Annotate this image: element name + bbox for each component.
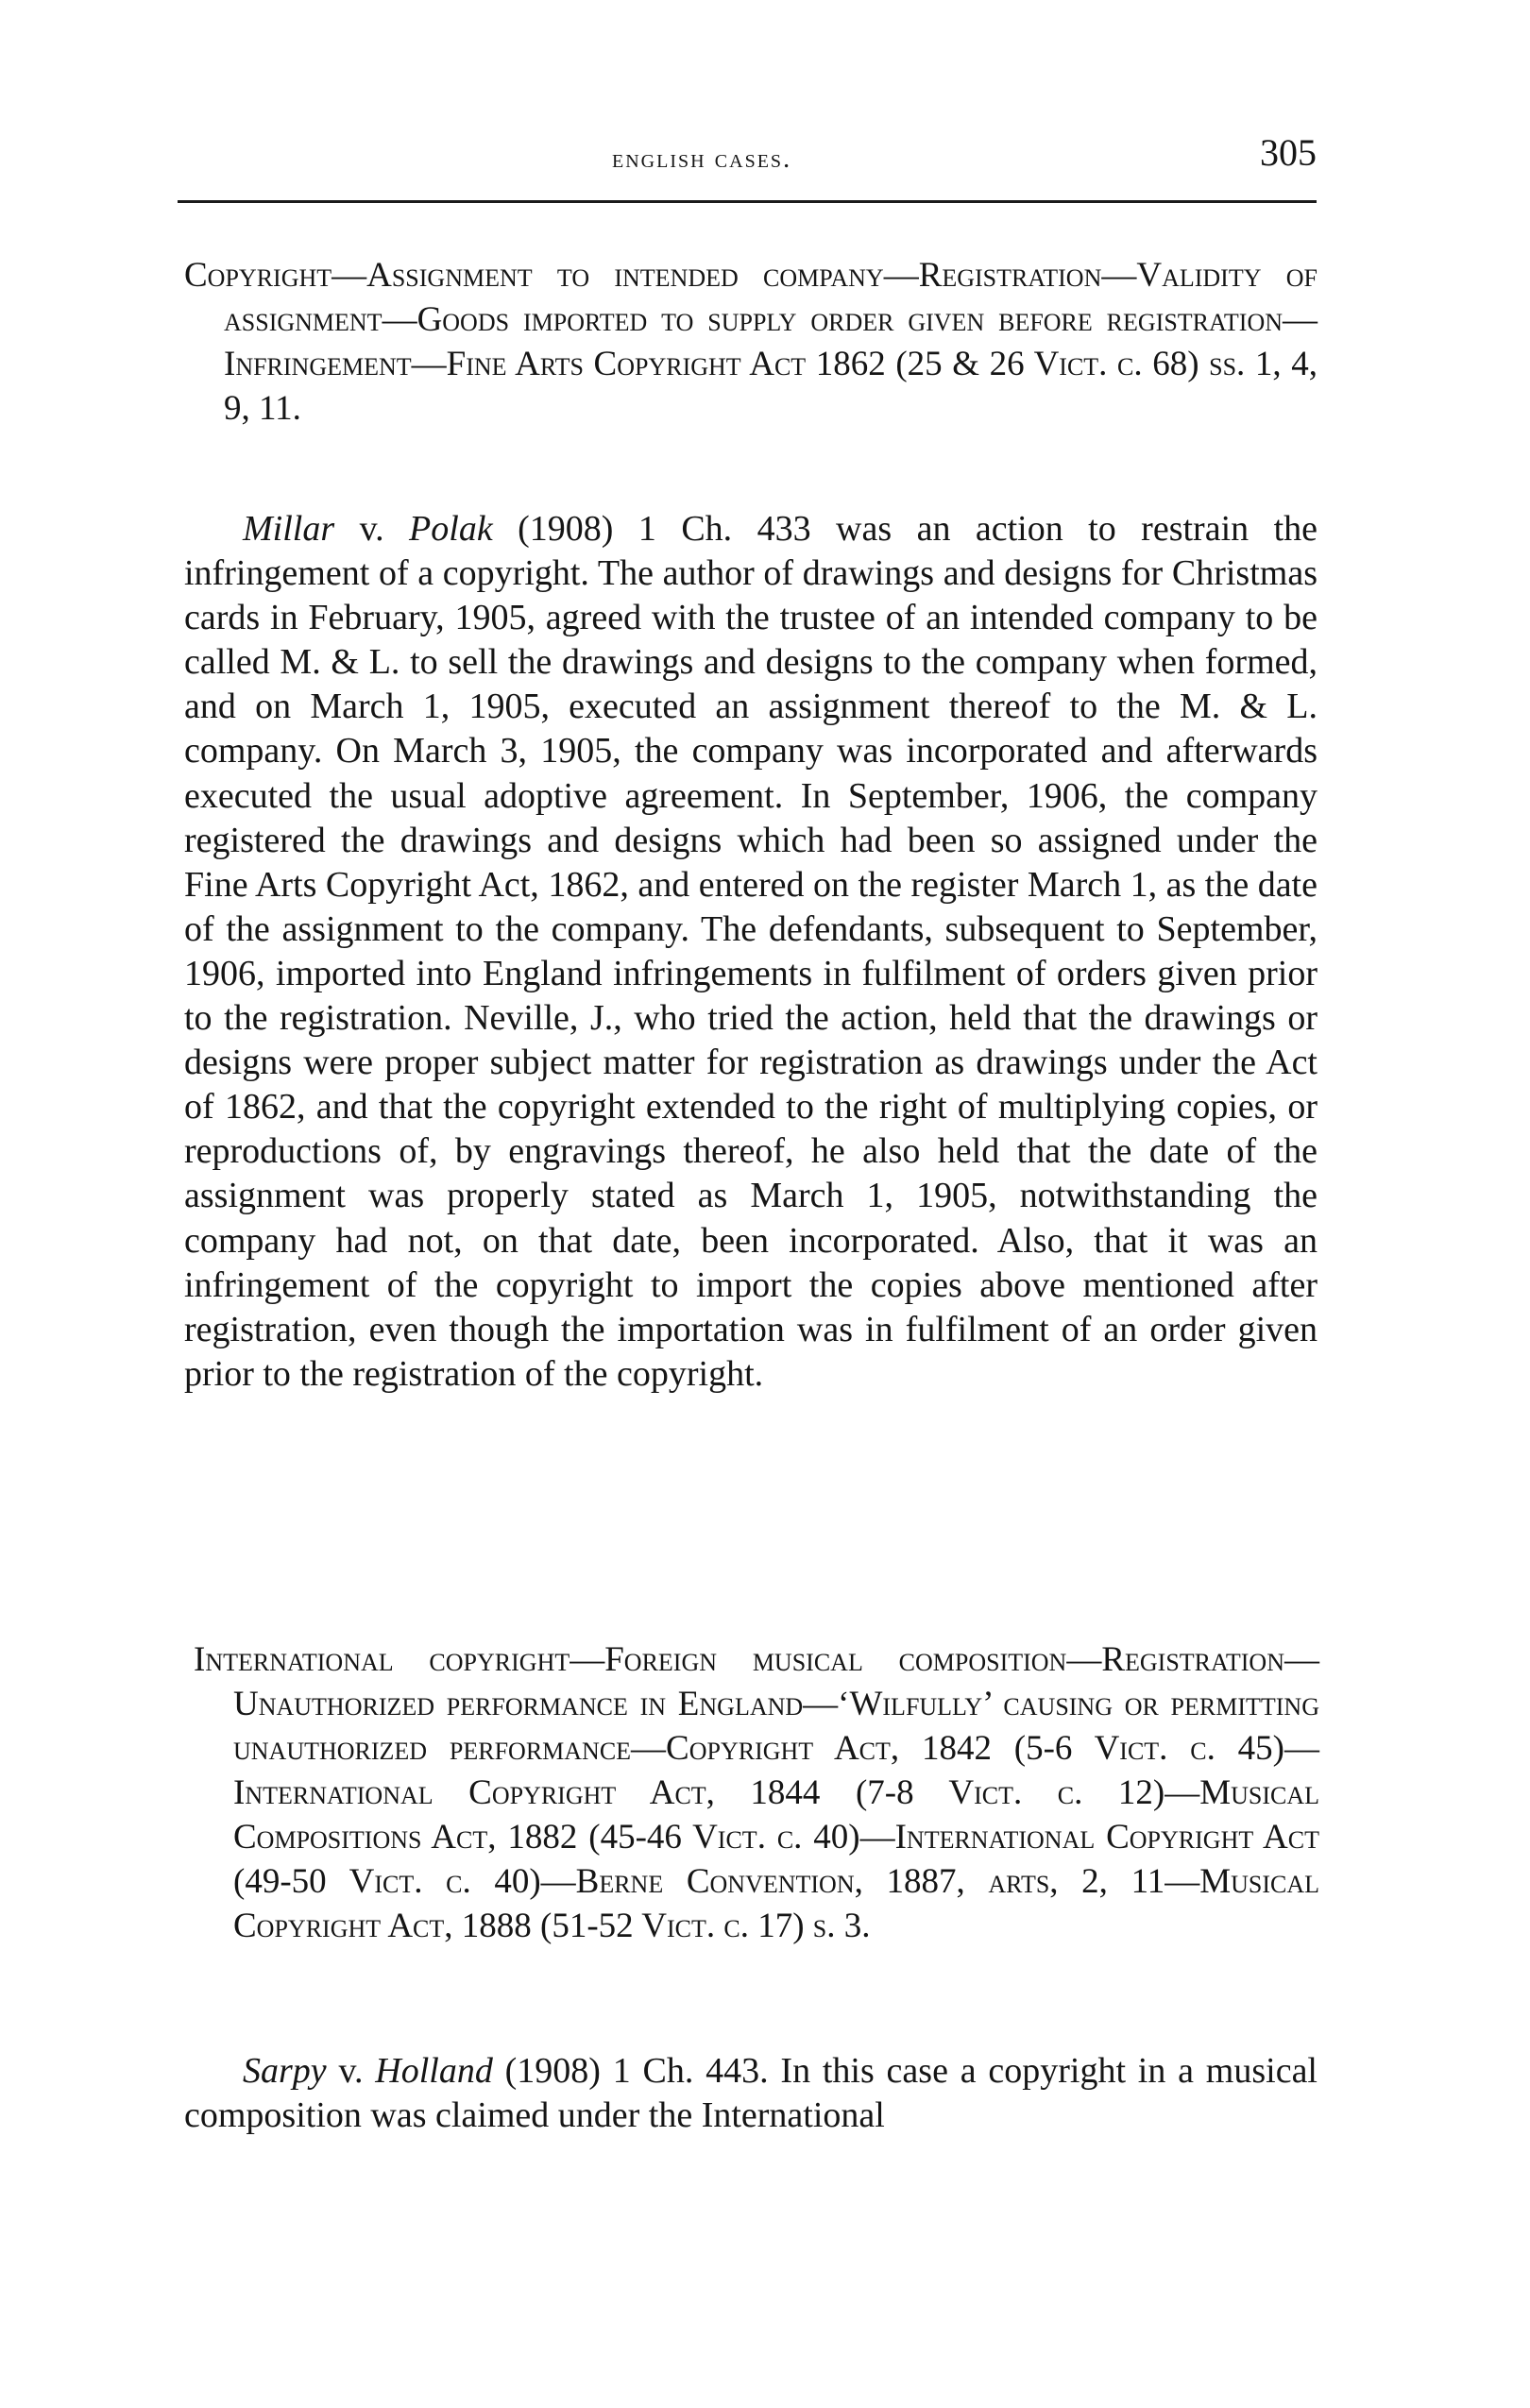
case-body: (1908) 1 Ch. 433 was an action to restrain the infringement of a copyright. The author of drawings and designs for Christmas cards in February, 1905, agreed with the trustee of an intended company to be called M. & L. to sell the drawings and designs to the company when formed, and on March 1, 1905, executed an assignment thereof to the M. & L. company. On March 3, 1905, the company was incorporated and afterwards executed the usual adoptive agreement. In September, 1906, the company registered the drawings and designs which had been so assigned under the Fine Arts Copyright Act, 1862, and entered on the register March 1, as the date of the assignment to the company. The defendants, subsequent to September, 1906, imported into England infringements in fulfilment of orders given prior to the registration. Neville, J., who tried the action, held that the drawings or designs were proper subject matter for registration as drawings under the Act of 1862, and that the copyright extended to the right of multiplying copies, or reproductions of, by engravings thereof, he also held that the date of the assignment was properly stated as March 1, 1905, notwithstanding the company had not, on that date, been incorporated. Also, that it was an infringement of the copyright to import the copies above mentioned after registration, even though the importation was in fulfilment of an order given prior to the registration of the copyright. — [184, 509, 1318, 1394]
case-versus: v. — [326, 2051, 376, 2091]
case-versus: v. — [334, 509, 410, 549]
case-party-defendant: Polak — [409, 509, 493, 549]
case-party-plaintiff: Millar — [243, 509, 335, 549]
case-party-defendant: Holland — [375, 2051, 493, 2091]
case-paragraph — [184, 2049, 1318, 2138]
header-rule — [178, 200, 1317, 203]
running-header — [178, 130, 1317, 187]
section-heading: Copyright—Assignment to intended company—Registration—Validity of assignment—Goods imported to supply order given before registration—Infringement—Fine Arts Copyright Act 1862 (25 & 26 Vict. c. 68) ss. 1, 4, 9, 11. — [184, 256, 1318, 428]
case-paragraph — [184, 507, 1318, 1397]
case-body: (1908) 1 Ch. 443. In this case a copyright in a musical composition was claimed under the International — [184, 2051, 1318, 2136]
page-number: 305 — [1260, 131, 1317, 174]
section-heading: International copyright—Foreign musical composition—Registration—Unauthorized performance in England—‘Wilfully’ causing or permitting unauthorized performance—Copyright Act, 1842 (5-6 Vict. c. 45)—International Copyright Act, 1844 (7-8 Vict. c. 12)—Musical Compositions Act, 1882 (45-46 Vict. c. 40)—International Copyright Act (49-50 Vict. c. 40)—Berne Convention, 1887, arts, 2, 11—Musical Copyright Act, 1888 (51-52 Vict. c. 17) s. 3. — [194, 1640, 1319, 1945]
running-title: english cases. — [612, 144, 792, 174]
case-party-plaintiff: Sarpy — [243, 2051, 327, 2091]
